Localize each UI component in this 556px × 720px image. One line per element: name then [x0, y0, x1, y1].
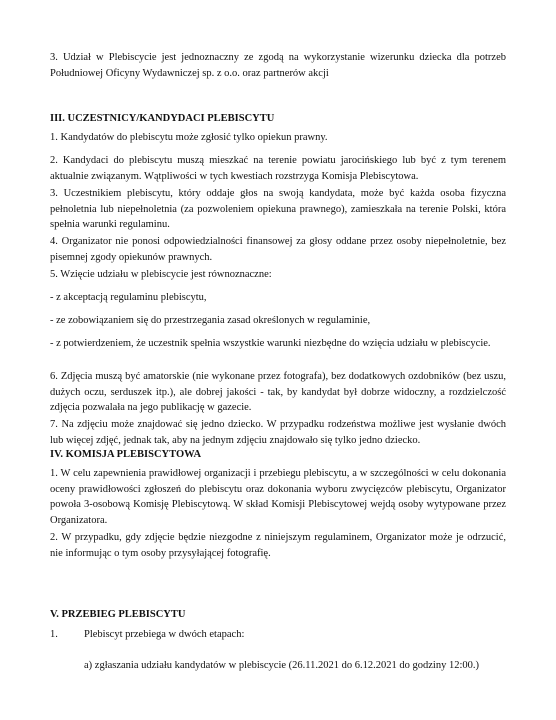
list-item-text: Plebiscyt przebiega w dwóch etapach: — [84, 629, 245, 640]
paragraph-item: 4. Organizator nie ponosi odpowiedzialności finansowej za głosy oddane przez osoby niepełnoletnie, bez pisemnej zgody opiekunów prawnych. — [50, 236, 506, 263]
paragraph-item: 6. Zdjęcia muszą być amatorskie (nie wykonane przez fotografa), bez dodatkowych ozdobników (bez uszu, dużych oczu, serduszek itp.), ale dobrej jakości - tak, by kandydat był dobrze widoczny, a rozdzielczość zdjęcia pozwalała na jego publikację w gazecie. — [50, 371, 506, 413]
list-number: 1. — [50, 629, 58, 640]
list-item: - ze zobowiązaniem się do przestrzegania zasad określonych w regulaminie, — [50, 315, 371, 326]
section-heading-course: V. PRZEBIEG PLEBISCYTU — [50, 609, 186, 620]
paragraph-item: 5. Wzięcie udziału w plebiscycie jest równoznaczne: — [50, 269, 272, 280]
sub-list-item: a) zgłaszania udziału kandydatów w plebiscycie (26.11.2021 do 6.12.2021 do godziny 12:00.) — [84, 660, 480, 671]
list-item: - z potwierdzeniem, że uczestnik spełnia wszystkie warunki niezbędne do wzięcia udziału w plebiscycie. — [50, 338, 491, 349]
paragraph-item: 7. Na zdjęciu może znajdować się jedno dziecko. W przypadku rodzeństwa możliwe jest wysłanie dwóch lub więcej zdjęć, jednak tak, aby na jednym zdjęciu znajdowało się tylko jedno dziecko. — [50, 419, 506, 446]
paragraph-item: 3. Uczestnikiem plebiscytu, który oddaje głos na swoją kandydata, może być każda osoba fizyczna pełnoletnia lub niepełnoletnia (za pozwoleniem opiekuna prawnego), zamieszkała na terenie Polski, która spełnia warunki regulaminu. — [50, 188, 506, 230]
paragraph-item: 1. Kandydatów do plebiscytu może zgłosić tylko opiekun prawny. — [50, 132, 328, 143]
paragraph-item: 1. W celu zapewnienia prawidłowej organizacji i przebiegu plebiscytu, a w szczególności w celu dokonania oceny prawidłowości zgłoszeń do plebiscytu oraz dokonania wyboru zwycięzców plebiscytu, Organizator powoła 3-osobową Komisję Plebiscytową. W skład Komisji Plebiscytowej wejdą osoby wytypowane przez Organizatora. — [50, 468, 506, 526]
section-heading-commission: IV. KOMISJA PLEBISCYTOWA — [50, 449, 202, 460]
paragraph-consent: 3. Udział w Plebiscycie jest jednoznaczny ze zgodą na wykorzystanie wizerunku dziecka dla potrzeb Południowej Oficyny Wydawniczej sp. z o.o. oraz partnerów akcji — [50, 52, 506, 79]
list-item: - z akceptacją regulaminu plebiscytu, — [50, 292, 207, 303]
paragraph-item: 2. Kandydaci do plebiscytu muszą mieszkać na terenie powiatu jarocińskiego lub być z tym terenem aktualnie związanym. Wątpliwości w tych kwestiach rozstrzyga Komisja Plebiscytowa. — [50, 155, 506, 182]
section-heading-participants: III. UCZESTNICY/KANDYDACI PLEBISCYTU — [50, 113, 275, 124]
paragraph-item: 2. W przypadku, gdy zdjęcie będzie niezgodne z niniejszym regulaminem, Organizator może je odrzucić, nie informując o tym osoby przysyłającej fotografię. — [50, 532, 506, 559]
